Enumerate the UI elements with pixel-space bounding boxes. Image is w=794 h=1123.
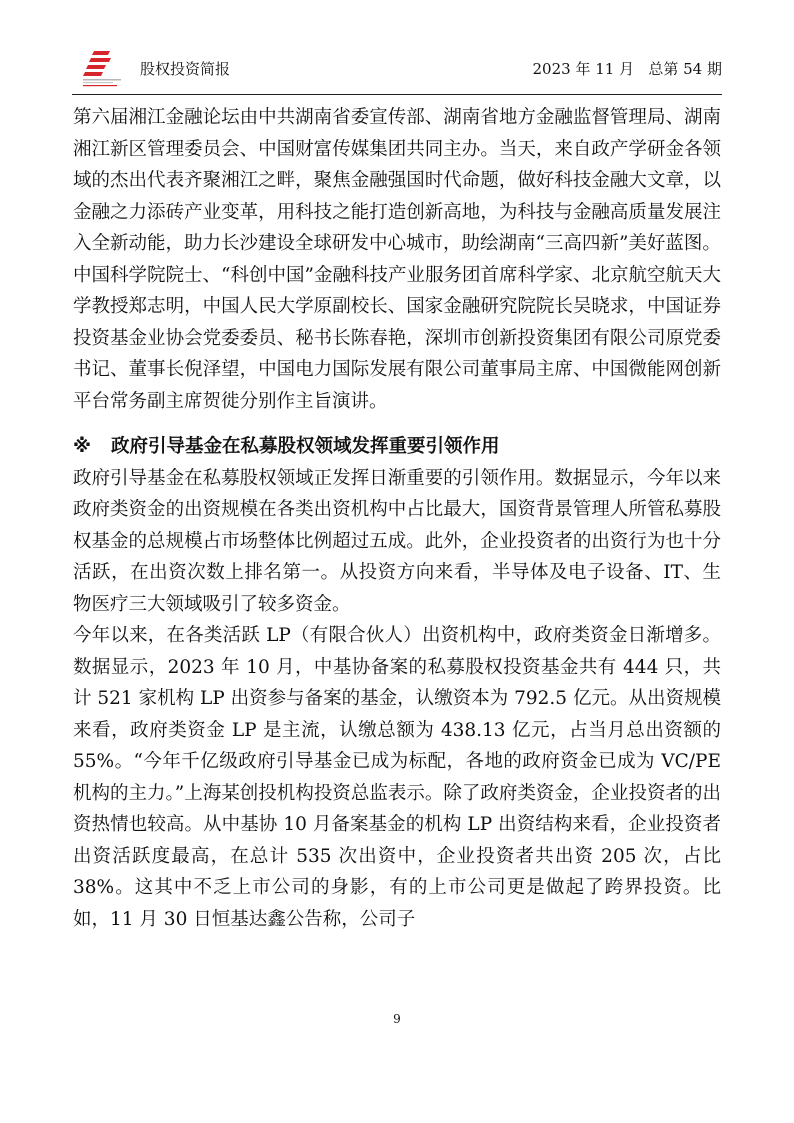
page-header [72,46,722,95]
paragraph-forum-intro: 第六届湘江金融论坛由中共湖南省委宣传部、湖南省地方金融监督管理局、湖南湘江新区管理委员会、中国财富传媒集团共同主办。当天，来自政产学研金各领域的杰出代表齐聚湘江之畔，聚焦金融强国时代命题，做好科技金融大文章，以金融之力添砖产业变革，用科技之能打造创新高地，为科技与金融高质量发展注入全新动能，助力长沙建设全球研发中心城市，助绘湖南“三高四新”美好蓝图。 [73,107,721,254]
paragraph-guidance-fund: 政府引导基金在私募股权领域正发挥日渐重要的引领作用。数据显示，今年以来政府类资金的出资规模在各类出资机构中占比最大，国资背景管理人所管私募股权基金的总规模占市场整体比例超过五成。此外，企业投资者的出资行为也十分活跃，在出资次数上排名第一。从投资方向来看，半导体及电子设备、IT、生物医疗三大领域吸引了较多资金。 [73,467,721,615]
section-title: 政府引导基金在私募股权领域发挥重要引领作用 [111,436,500,457]
publication-name: 股权投资简报 [140,60,231,78]
article-body [73,102,721,935]
paragraph-lp-data: 今年以来，在各类活跃 LP（有限合伙人）出资机构中，政府类资金日渐增多。数据显示，2023 年 10 月，中基协备案的私募股权投资基金共有 444 只，共计 521 家机构 LP 出资参与备案的基金，认缴资本为 792.5 亿元。从出资规模来看，政府类资金 LP 是主流，认缴总额为 438.13 亿元，占当月总出资额的 55%。“今年千亿级政府引导基金已成为标配，各地的政府资金已成为 VC/PE 机构的主力。”上海某创投机构投资总监表示。除了政府类资金，企业投资者的出资热情也较高。从中基协 10 月备案基金的机构 LP 出资结构来看，企业投资者出资活跃度最高，在总计 535 次出资中，企业投资者共出资 205 次，占比 38%。这其中不乏上市公司的身影，有的上市公司更是做起了跨界投资。比如，11 月 30 日恒基达鑫公告称，公司子 [73,625,721,930]
page-number: 9 [393,1012,401,1026]
section-heading [73,431,721,463]
issue-info: 2023 年 11 月 总第 54 期 [532,60,722,78]
reference-mark-icon: ※ [73,436,91,457]
paragraph-keynote-speakers: 中国科学院院士、“科创中国”金融科技产业服务团首席科学家、北京航空航天大学教授郑志明，中国人民大学原副校长、国家金融研究院院长吴晓求，中国证券投资基金业协会党委委员、秘书长陈春艳，深圳市创新投资集团有限公司原党委书记、董事长倪泽望，中国电力国际发展有限公司董事局主席、中国微能网创新平台常务副主席贺徙分别作主旨演讲。 [73,264,721,412]
association-logo-icon [80,48,124,88]
